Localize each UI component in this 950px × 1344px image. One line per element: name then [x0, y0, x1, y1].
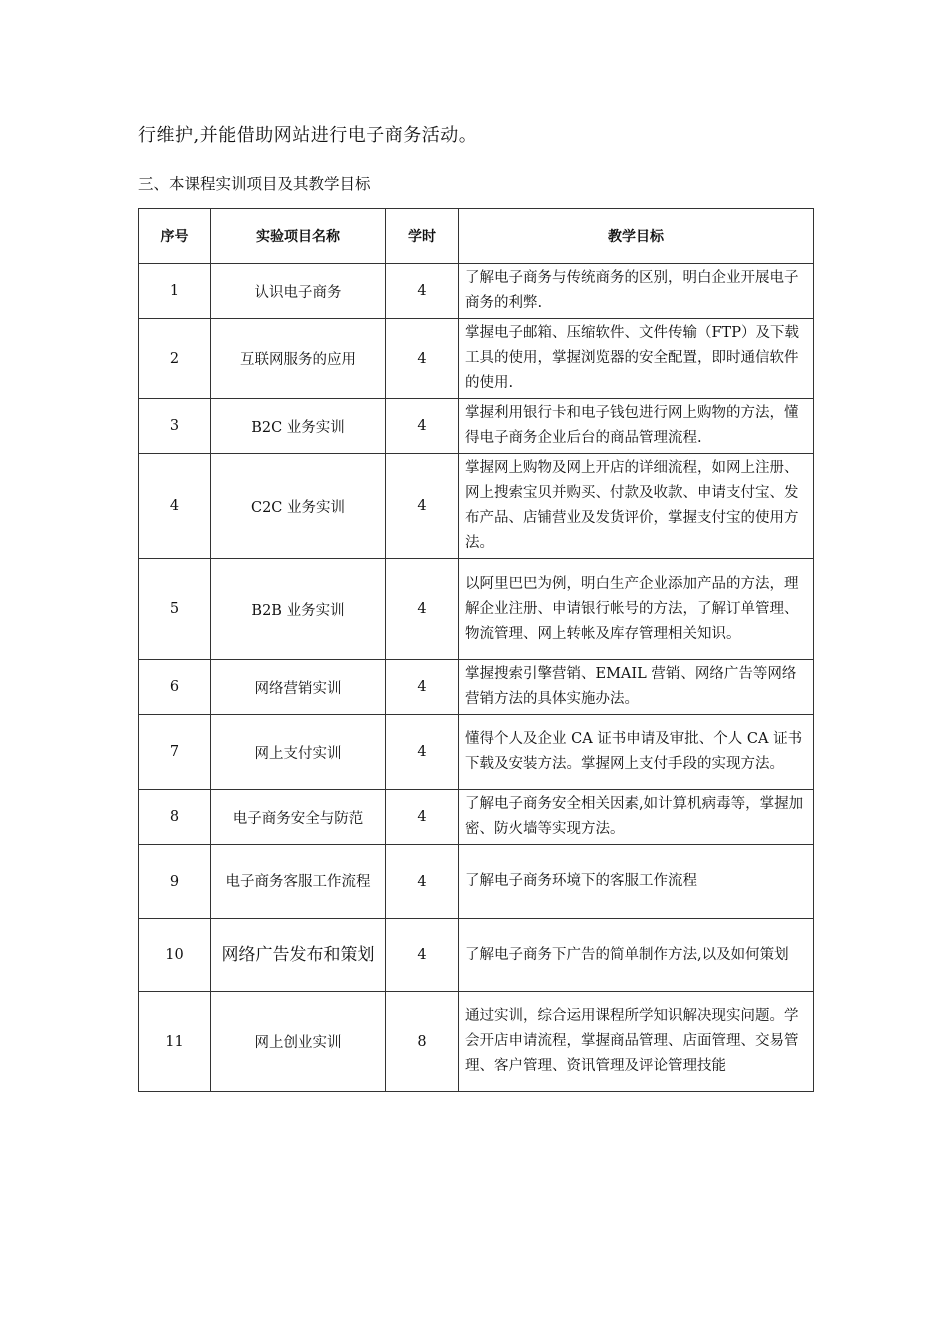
intro-paragraph: 行维护,并能借助网站进行电子商务活动。 — [138, 125, 478, 146]
row-hours: 4 — [386, 264, 459, 319]
header-project-name: 实验项目名称 — [211, 209, 386, 264]
row-teaching-goal: 了解电子商务与传统商务的区别，明白企业开展电子商务的利弊. — [459, 264, 814, 319]
row-teaching-goal: 了解电子商务安全相关因素,如计算机病毒等，掌握加密、防火墙等实现方法。 — [459, 790, 814, 845]
row-teaching-goal: 了解电子商务环境下的客服工作流程 — [459, 845, 814, 919]
row-hours: 4 — [386, 919, 459, 992]
row-index: 2 — [139, 319, 211, 399]
row-index: 11 — [139, 992, 211, 1092]
table-row — [139, 790, 814, 845]
row-index: 10 — [139, 919, 211, 992]
training-projects-table — [138, 208, 814, 1092]
row-index: 8 — [139, 790, 211, 845]
row-project-name: 认识电子商务 — [211, 264, 386, 319]
row-index: 6 — [139, 660, 211, 715]
row-project-name: B2C 业务实训 — [211, 399, 386, 454]
table-header-row — [139, 209, 814, 264]
table-row — [139, 992, 814, 1092]
table-row — [139, 454, 814, 559]
row-teaching-goal: 懂得个人及企业 CA 证书申请及审批、个人 CA 证书下载及安装方法。掌握网上支付手段的实现方法。 — [459, 715, 814, 790]
row-hours: 4 — [386, 790, 459, 845]
row-project-name: 电子商务安全与防范 — [211, 790, 386, 845]
row-hours: 4 — [386, 845, 459, 919]
table-row — [139, 919, 814, 992]
table-row — [139, 559, 814, 660]
row-hours: 4 — [386, 660, 459, 715]
row-project-name: 网络广告发布和策划 — [211, 919, 386, 992]
row-index: 1 — [139, 264, 211, 319]
table-row — [139, 845, 814, 919]
row-hours: 4 — [386, 319, 459, 399]
row-project-name: 网上创业实训 — [211, 992, 386, 1092]
row-hours: 4 — [386, 399, 459, 454]
row-index: 5 — [139, 559, 211, 660]
row-hours: 4 — [386, 715, 459, 790]
row-hours: 4 — [386, 454, 459, 559]
row-hours: 8 — [386, 992, 459, 1092]
row-teaching-goal: 了解电子商务下广告的简单制作方法,以及如何策划 — [459, 919, 814, 992]
row-teaching-goal: 掌握搜索引擎营销、EMAIL 营销、网络广告等网络营销方法的具体实施办法。 — [459, 660, 814, 715]
row-teaching-goal: 掌握网上购物及网上开店的详细流程，如网上注册、网上搜索宝贝并购买、付款及收款、申请支付宝、发布产品、店铺营业及发货评价，掌握支付宝的使用方法。 — [459, 454, 814, 559]
row-project-name: C2C 业务实训 — [211, 454, 386, 559]
row-teaching-goal: 通过实训，综合运用课程所学知识解决现实问题。学会开店申请流程，掌握商品管理、店面管理、交易管理、客户管理、资讯管理及评论管理技能 — [459, 992, 814, 1092]
row-project-name: B2B 业务实训 — [211, 559, 386, 660]
row-teaching-goal: 以阿里巴巴为例，明白生产企业添加产品的方法，理解企业注册、申请银行帐号的方法，了解订单管理、物流管理、网上转帐及库存管理相关知识。 — [459, 559, 814, 660]
row-project-name: 电子商务客服工作流程 — [211, 845, 386, 919]
header-index: 序号 — [139, 209, 211, 264]
table-row — [139, 715, 814, 790]
row-index: 4 — [139, 454, 211, 559]
table-row — [139, 399, 814, 454]
header-teaching-goal: 教学目标 — [459, 209, 814, 264]
row-index: 3 — [139, 399, 211, 454]
row-hours: 4 — [386, 559, 459, 660]
row-index: 9 — [139, 845, 211, 919]
row-teaching-goal: 掌握利用银行卡和电子钱包进行网上购物的方法，懂得电子商务企业后台的商品管理流程. — [459, 399, 814, 454]
table-row — [139, 660, 814, 715]
row-project-name: 网络营销实训 — [211, 660, 386, 715]
row-index: 7 — [139, 715, 211, 790]
row-project-name: 互联网服务的应用 — [211, 319, 386, 399]
table-row — [139, 264, 814, 319]
row-project-name: 网上支付实训 — [211, 715, 386, 790]
table-row — [139, 319, 814, 399]
section-heading: 三、本课程实训项目及其教学目标 — [138, 175, 371, 193]
row-teaching-goal: 掌握电子邮箱、压缩软件、文件传输（FTP）及下载工具的使用，掌握浏览器的安全配置，即时通信软件的使用. — [459, 319, 814, 399]
header-hours: 学时 — [386, 209, 459, 264]
